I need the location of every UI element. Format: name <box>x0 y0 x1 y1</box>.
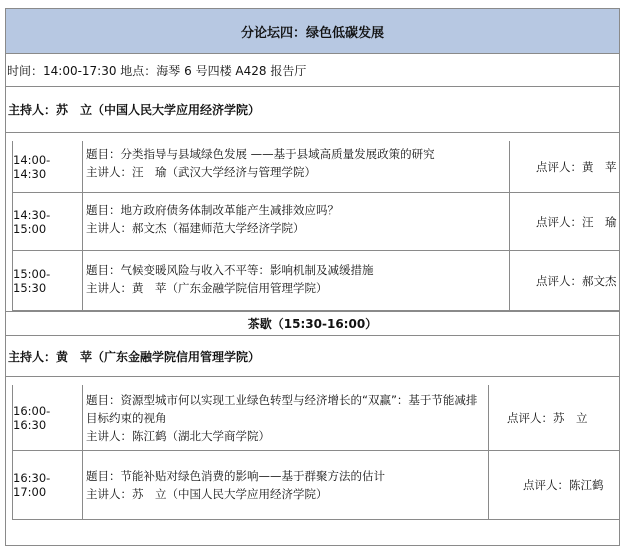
session-time: 14:30-15:00 <box>13 193 83 250</box>
session-time: 16:30-17:00 <box>13 451 83 519</box>
session-row <box>12 385 620 451</box>
session-topic: 题目：分类指导与县域绿色发展 ——基于县域高质量发展政策的研究 <box>86 147 435 161</box>
session-reviewer: 点评人：郝文杰 <box>509 251 619 310</box>
host-row-2: 主持人：黄 苹（广东金融学院信用管理学院） <box>5 336 620 377</box>
forum-title: 分论坛四：绿色低碳发展 <box>5 8 620 54</box>
session-reviewer: 点评人：黄 苹 <box>509 141 619 192</box>
tea-break: 茶歇（15:30-16:00） <box>5 311 620 336</box>
session-topic: 题目：节能补贴对绿色消费的影响——基于群聚方法的估计 <box>86 469 385 483</box>
time-location-info: 时间：14:00-17:30 地点：海琴 6 号四楼 A428 报告厅 <box>5 54 620 87</box>
session-reviewer: 点评人：汪 瑜 <box>509 193 619 250</box>
session-reviewer: 点评人：陈江鹤 <box>488 451 619 519</box>
session-row <box>12 141 620 193</box>
session-row <box>12 251 620 311</box>
session-topic: 题目：地方政府债务体制改革能产生减排效应吗？ <box>86 203 339 217</box>
session-content <box>83 141 509 192</box>
session-row <box>12 193 620 251</box>
session-reviewer: 点评人：苏 立 <box>488 385 619 450</box>
host-row-1: 主持人：苏 立（中国人民大学应用经济学院） <box>5 87 620 133</box>
session-time: 15:00-15:30 <box>13 251 83 310</box>
session-topic: 题目：气候变暖风险与收入不平等：影响机制及减缓措施 <box>86 263 374 277</box>
session-speaker: 主讲人：郝文杰（福建师范大学经济学院） <box>86 221 305 235</box>
session-content <box>83 385 488 450</box>
session-content <box>83 451 488 519</box>
session-content <box>83 251 509 310</box>
session-row <box>12 451 620 520</box>
session-speaker: 主讲人：陈江鹤（湖北大学商学院） <box>86 429 270 443</box>
schedule-table <box>5 8 620 546</box>
session-content <box>83 193 509 250</box>
session-speaker: 主讲人：苏 立（中国人民大学应用经济学院） <box>86 487 328 501</box>
session-speaker: 主讲人：汪 瑜（武汉大学经济与管理学院） <box>86 165 316 179</box>
session-topic: 题目：资源型城市何以实现工业绿色转型与经济增长的“双赢”：基于节能减排目标约束的视角 <box>86 393 478 425</box>
session-time: 14:00-14:30 <box>13 141 83 192</box>
session-time: 16:00-16:30 <box>13 385 83 450</box>
session-speaker: 主讲人：黄 苹（广东金融学院信用管理学院） <box>86 281 328 295</box>
